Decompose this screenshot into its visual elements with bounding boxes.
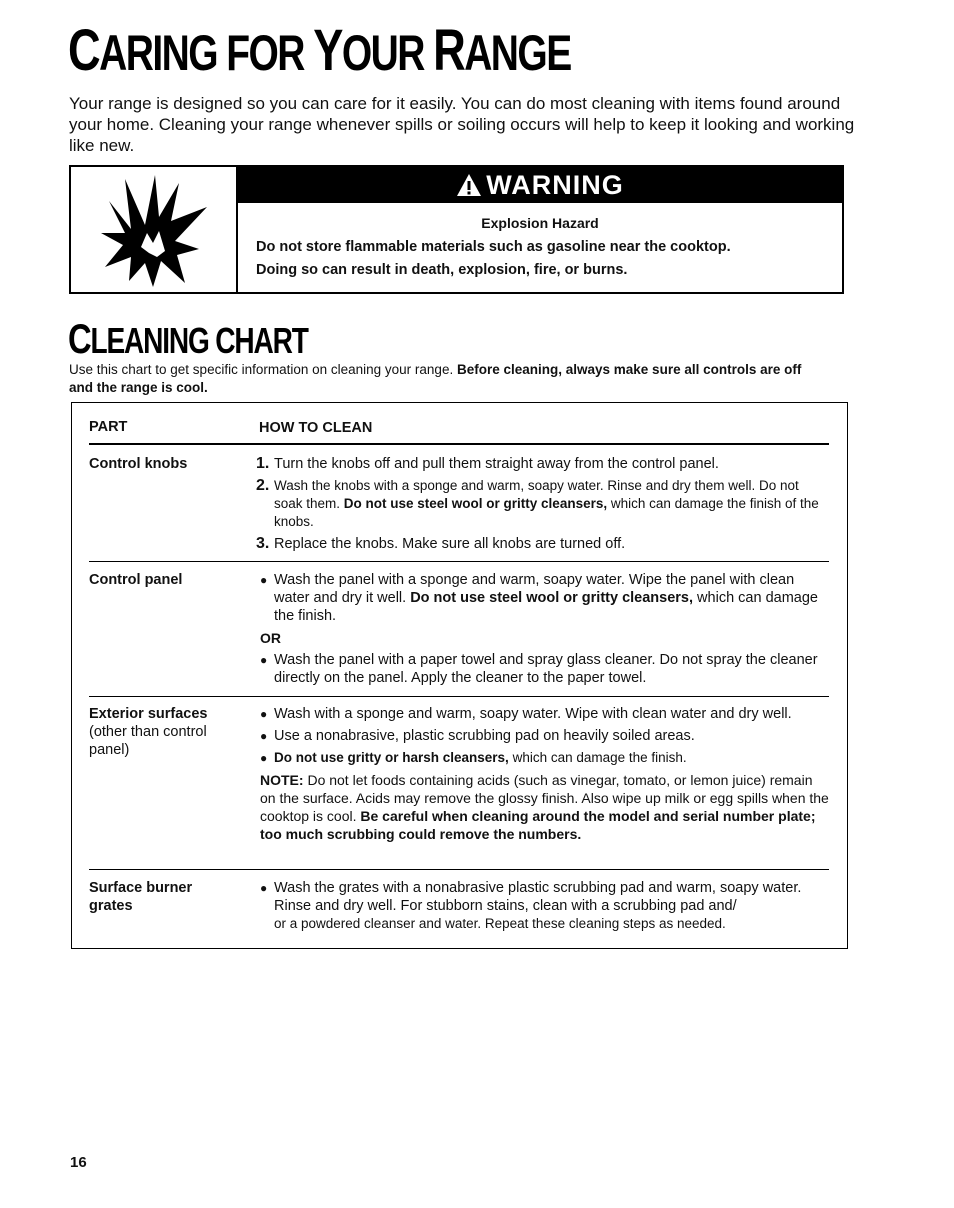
bullet-item: ● Wash the grates with a nonabrasive plastic scrubbing pad and warm, soapy water. Rinse and dry well. For stubborn stains, clean with a scrubbing pad and/ or a powdered cleanser and water. Repeat these cleaning steps as needed.: [260, 880, 802, 931]
step-item: 2. Wash the knobs with a sponge and warm, soapy water. Rinse and dry them well. Do not soak them. Do not use steel wool or gritty cleansers, which can damage the finish of the knobs.: [256, 477, 819, 529]
bullet-item: ● Wash the panel with a sponge and warm, soapy water. Wipe the panel with clean water and dry it well. Do not use steel wool or gritty cleansers, which can damage the finish.: [260, 572, 818, 624]
explosion-icon-cell: [71, 167, 238, 292]
warning-box: [69, 165, 844, 294]
row-divider: [89, 561, 829, 562]
bullet-item: ● Wash with a sponge and warm, soapy water. Wipe with clean water and dry well.: [260, 706, 792, 722]
instructions-exterior-surfaces: [256, 705, 831, 843]
bullet-item: ● Do not use gritty or harsh cleansers, which can damage the finish.: [260, 750, 687, 765]
warning-text-1: Do not store flammable materials such as gasoline near the cooktop.: [256, 239, 731, 255]
warning-label: WARNING: [486, 169, 624, 200]
part-exterior-surfaces: Exterior surfaces (other than control panel): [89, 706, 208, 758]
page-number: 16: [70, 1154, 87, 1171]
column-header-part: PART: [89, 419, 128, 435]
cleaning-chart: [71, 402, 848, 949]
row-divider: [89, 869, 829, 870]
note-paragraph: NOTE: Do not let foods containing acids (such as vinegar, tomato, or lemon juice) remain on the surface. Acids may remove the glossy finish. Also wipe up milk or egg spills when the cooktop is cool. Be careful when cleaning around the model and serial number plate; too much scrubbing could remove the numbers.: [260, 772, 829, 842]
instructions-control-knobs: [256, 455, 831, 557]
warning-text-2: Doing so can result in death, explosion, fire, or burns.: [256, 262, 628, 278]
part-control-knobs: Control knobs: [89, 456, 188, 472]
section-intro: Use this chart to get specific information on cleaning your range. Before cleaning, always make sure all controls are off and the range is cool.: [69, 362, 802, 395]
header-divider: [89, 443, 829, 445]
step-item: 1. Turn the knobs off and pull them straight away from the control panel.: [256, 455, 719, 472]
explosion-icon: [95, 171, 213, 289]
warning-header: [238, 167, 842, 203]
page-title: CARING FOR YOUR RANGE: [68, 18, 571, 83]
bullet-item: ● Use a nonabrasive, plastic scrubbing pad on heavily soiled areas.: [260, 728, 695, 744]
bullet-item: ● Wash the panel with a paper towel and spray glass cleaner. Do not spray the cleaner directly on the panel. Apply the cleaner to the paper towel.: [260, 652, 818, 686]
warning-triangle-icon: [456, 173, 482, 197]
instructions-surface-burner-grates: [256, 879, 831, 937]
hazard-title: Explosion Hazard: [481, 215, 599, 231]
intro-paragraph: Your range is designed so you can care for it easily. You can do most cleaning with items found around your home. Cleaning your range whenever spills or soiling occurs will help to keep it looking and working like new.: [69, 94, 855, 155]
row-divider: [89, 696, 829, 697]
section-title: CLEANING CHART: [68, 315, 308, 362]
part-control-panel: Control panel: [89, 572, 183, 588]
or-label: OR: [260, 630, 281, 646]
part-surface-burner-grates: Surface burner grates: [89, 880, 193, 914]
column-header-how-to-clean: HOW TO CLEAN: [259, 420, 373, 436]
step-item: 3. Replace the knobs. Make sure all knobs are turned off.: [256, 535, 626, 552]
instructions-control-panel: [256, 571, 831, 691]
